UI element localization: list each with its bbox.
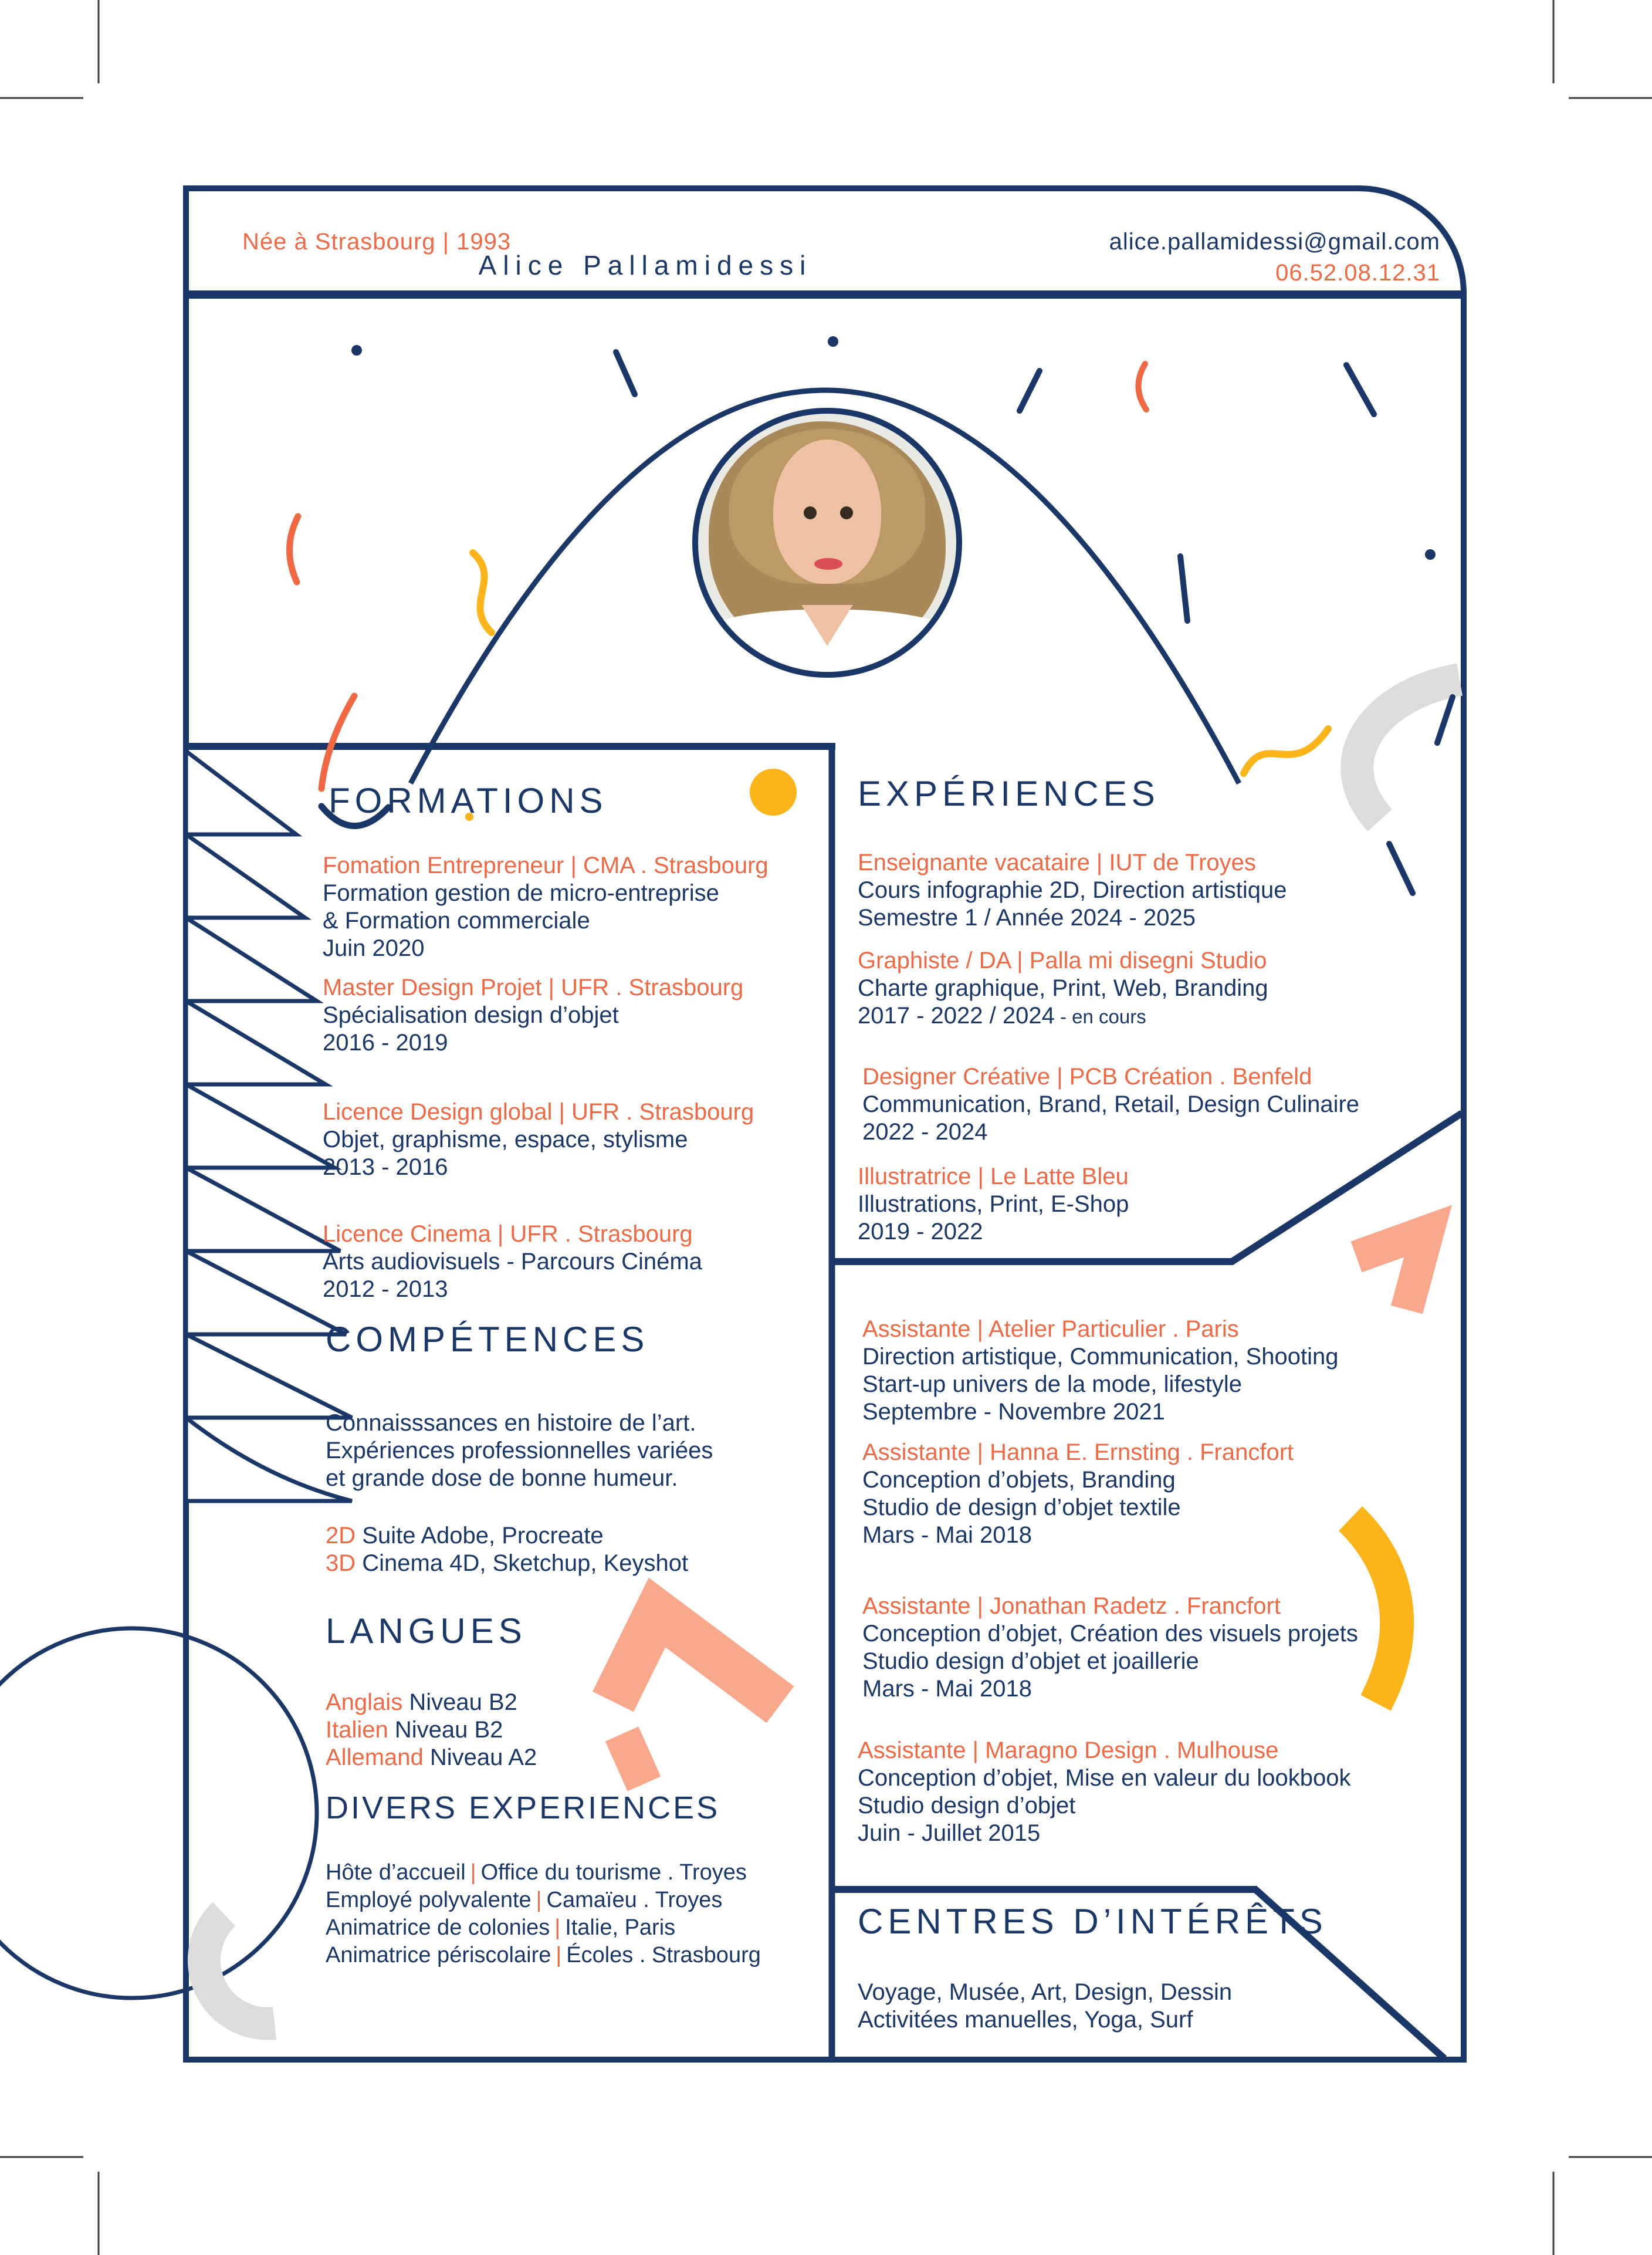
langue-name: Anglais <box>326 1689 403 1715</box>
entry-line: Cours infographie 2D, Direction artistique <box>858 877 1287 903</box>
divers-role: Employé polyvalente <box>326 1888 532 1912</box>
entry-line: Studio design d’objet <box>858 1793 1076 1818</box>
confetti-dash <box>616 352 635 394</box>
section-title-formations: FORMATIONS <box>329 781 608 820</box>
skill-tag: 2D <box>326 1523 356 1549</box>
divers-role: Animatrice de colonies <box>326 1915 550 1940</box>
formation-entry <box>323 1221 702 1303</box>
entry-line: Semestre 1 / Année 2024 - 2025 <box>858 905 1196 931</box>
entry-title: Designer Créative | PCB Création . Benfeld <box>862 1064 1312 1090</box>
entry-title: Fomation Entrepreneur | CMA . Strasbourg <box>323 853 769 878</box>
confetti-dash <box>1389 844 1413 893</box>
divers-place: Office du tourisme . Troyes <box>480 1860 747 1885</box>
confetti-squiggle <box>473 553 492 633</box>
experience-entry <box>862 1063 1359 1146</box>
confetti-dash <box>1346 365 1374 414</box>
entry-dates: 2017 - 2022 / 2024 <box>858 1003 1055 1029</box>
confetti-dash <box>1020 371 1040 411</box>
entry-title: Assistante | Maragno Design . Mulhouse <box>858 1737 1279 1763</box>
entry-line: Studio de design d’objet textile <box>862 1495 1181 1520</box>
entry-line: Mars - Mai 2018 <box>862 1676 1032 1702</box>
confetti-dot <box>1425 549 1436 560</box>
centres-line: Activitées manuelles, Yoga, Surf <box>858 2007 1193 2033</box>
divers-place: Écoles . Strasbourg <box>566 1943 761 1967</box>
entry-line: Direction artistique, Communication, Shooting <box>862 1344 1339 1370</box>
confetti-dot <box>828 336 838 347</box>
peach-chevron-leg <box>622 1734 644 1784</box>
langue-level: Niveau A2 <box>429 1745 537 1770</box>
divers-role: Hôte d’accueil <box>326 1860 466 1885</box>
entry-line: 2022 - 2024 <box>862 1119 988 1145</box>
entry-title: Illustratrice | Le Latte Bleu <box>858 1164 1129 1189</box>
confetti-dash <box>1437 697 1453 743</box>
langue-line <box>326 1716 537 1744</box>
paragraph-line: Connaisssances en histoire de l’art. <box>326 1410 696 1436</box>
profile-photo <box>692 408 962 678</box>
centres-line: Voyage, Musée, Art, Design, Dessin <box>858 1979 1233 2005</box>
centres-list <box>858 1979 1232 2034</box>
divers-list <box>326 1859 761 1969</box>
langue-level: Niveau B2 <box>409 1689 517 1715</box>
competences-paragraph <box>326 1409 713 1492</box>
entry-line: 2019 - 2022 <box>858 1219 983 1245</box>
entry-title: Master Design Projet | UFR . Strasbourg <box>323 975 744 1000</box>
divers-line <box>326 1914 761 1942</box>
entry-line: Arts audiovisuels - Parcours Cinéma <box>323 1249 702 1274</box>
langue-level: Niveau B2 <box>394 1717 503 1743</box>
skill-line <box>326 1522 688 1550</box>
experience-entry <box>862 1439 1294 1549</box>
entry-title: Enseignante vacataire | IUT de Troyes <box>858 850 1256 875</box>
langue-line <box>326 1689 537 1716</box>
paragraph-line: et grande dose de bonne humeur. <box>326 1465 678 1491</box>
experience-entry <box>862 1593 1358 1703</box>
entry-line: Communication, Brand, Retail, Design Culinaire <box>862 1091 1360 1117</box>
birth-info: Née à Strasbourg | 1993 <box>242 229 512 255</box>
entry-title: Graphiste / DA | Palla mi disegni Studio <box>858 948 1267 973</box>
confetti-dot <box>351 345 362 356</box>
divers-line <box>326 1859 761 1887</box>
entry-dates-suffix: - en cours <box>1054 1006 1146 1027</box>
entry-line <box>858 1002 1268 1030</box>
entry-title: Assistante | Atelier Particulier . Paris <box>862 1316 1239 1342</box>
gray-crescent-decoration <box>204 1914 275 2024</box>
section-title-divers: DIVERS EXPERIENCES <box>326 1790 720 1825</box>
entry-title: Assistante | Jonathan Radetz . Francfort <box>862 1593 1281 1619</box>
section-title-competences: COMPÉTENCES <box>326 1320 649 1359</box>
entry-title: Licence Cinema | UFR . Strasbourg <box>323 1221 693 1247</box>
divers-place: Italie, Paris <box>565 1915 676 1940</box>
confetti-squiggle <box>1244 729 1328 773</box>
peach-arrow-decoration <box>1356 1231 1428 1310</box>
confetti-curve <box>289 516 298 582</box>
skill-tag: 3D <box>326 1550 356 1576</box>
peach-chevron-decoration <box>613 1612 780 1705</box>
entry-line: Conception d’objet, Création des visuels projets <box>862 1621 1358 1647</box>
phone-text: 06.52.08.12.31 <box>1275 260 1440 286</box>
experience-entry <box>858 1163 1129 1246</box>
entry-line: Start-up univers de la mode, lifestyle <box>862 1371 1242 1397</box>
entry-line: 2012 - 2013 <box>323 1276 448 1302</box>
pipe-separator: | <box>470 1860 476 1885</box>
confetti-curve <box>321 696 354 789</box>
entry-line: Conception d’objets, Branding <box>862 1467 1176 1493</box>
langues-list <box>326 1689 537 1771</box>
divers-place: Camaïeu . Troyes <box>546 1888 723 1912</box>
gray-swoosh-decoration <box>1357 679 1460 820</box>
divers-role: Animatrice périscolaire <box>326 1943 551 1967</box>
entry-line: Studio design d’objet et joaillerie <box>862 1648 1199 1674</box>
email-text: alice.pallamidessi@gmail.com <box>1109 229 1440 255</box>
formation-entry <box>323 852 769 962</box>
skill-line <box>326 1550 688 1577</box>
section-title-langues: LANGUES <box>326 1611 527 1651</box>
paragraph-line: Expériences professionnelles variées <box>326 1438 713 1463</box>
pipe-separator: | <box>536 1888 542 1912</box>
formation-entry <box>323 1098 754 1181</box>
circle-outline-decoration <box>0 1628 317 1998</box>
entry-title: Licence Design global | UFR . Strasbourg <box>323 1099 754 1125</box>
experience-entry <box>858 947 1268 1030</box>
entry-line: Mars - Mai 2018 <box>862 1522 1032 1548</box>
entry-line: & Formation commerciale <box>323 908 590 934</box>
confetti-curve <box>1138 364 1146 410</box>
pipe-separator: | <box>556 1943 562 1967</box>
confetti-dash <box>1180 556 1187 621</box>
entry-title: Assistante | Hanna E. Ernsting . Francfort <box>862 1439 1294 1465</box>
skills-list <box>326 1522 688 1577</box>
divers-line <box>326 1887 761 1914</box>
entry-line: Formation gestion de micro-entreprise <box>323 880 719 906</box>
entry-line: 2013 - 2016 <box>323 1154 448 1180</box>
entry-line: Charte graphique, Print, Web, Branding <box>858 975 1268 1001</box>
experience-entry <box>862 1316 1339 1426</box>
formation-entry <box>323 974 743 1057</box>
divers-line <box>326 1942 761 1969</box>
entry-line: Illustrations, Print, E-Shop <box>858 1191 1129 1217</box>
langue-line <box>326 1744 537 1771</box>
formations-bullet-dot <box>750 769 797 816</box>
section-title-experiences: EXPÉRIENCES <box>858 774 1160 813</box>
langue-name: Allemand <box>326 1745 424 1770</box>
page-title: Alice Pallamidessi <box>478 250 813 280</box>
entry-line: Juin 2020 <box>323 935 425 961</box>
entry-line: Juin - Juillet 2015 <box>858 1820 1041 1846</box>
entry-line: Conception d’objet, Mise en valeur du lookbook <box>858 1765 1351 1791</box>
entry-line: Septembre - Novembre 2021 <box>862 1399 1165 1425</box>
langue-name: Italien <box>326 1717 388 1743</box>
entry-line: Spécialisation design d’objet <box>323 1002 619 1028</box>
entry-line: 2016 - 2019 <box>323 1030 448 1056</box>
skill-text: Cinema 4D, Sketchup, Keyshot <box>362 1550 689 1576</box>
pipe-separator: | <box>554 1915 561 1940</box>
skill-text: Suite Adobe, Procreate <box>362 1523 604 1549</box>
section-title-centres: CENTRES D’INTÉRÊTS <box>858 1902 1328 1941</box>
experience-entry <box>858 1737 1351 1847</box>
entry-line: Objet, graphisme, espace, stylisme <box>323 1127 688 1152</box>
experience-entry <box>858 849 1287 932</box>
